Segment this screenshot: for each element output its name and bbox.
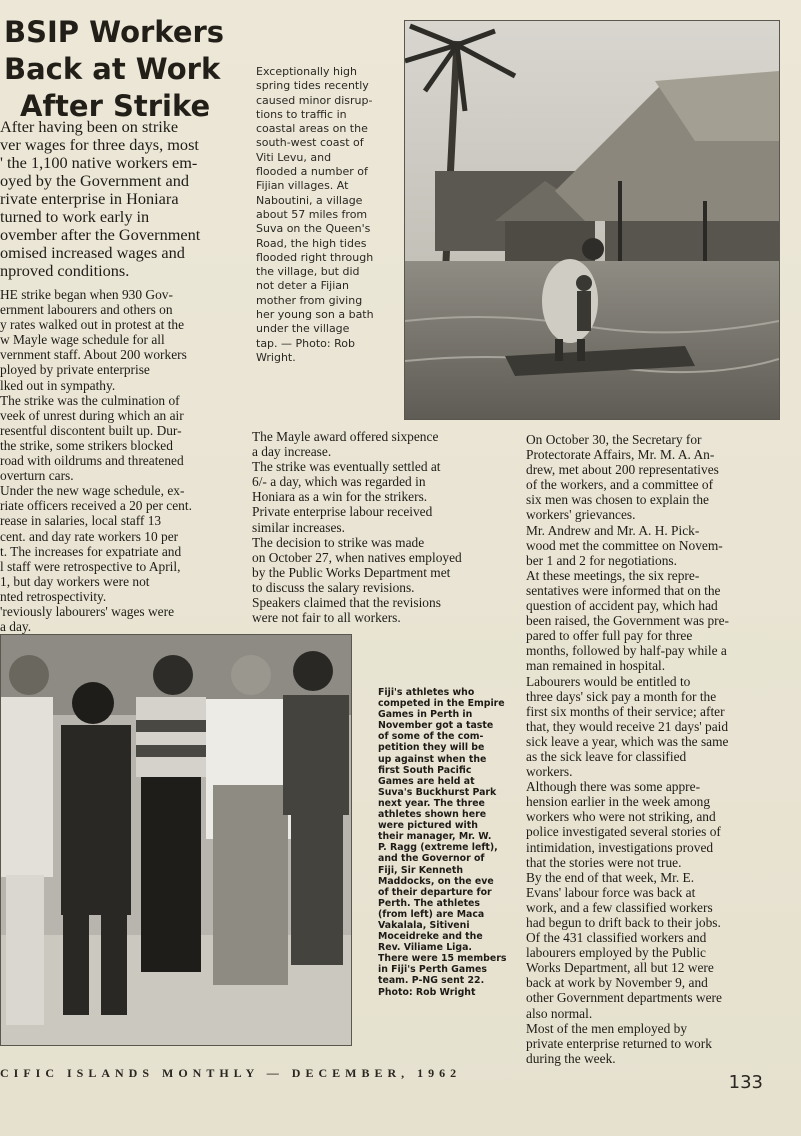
text-line: Wright. bbox=[256, 350, 296, 364]
text-line: also normal. bbox=[526, 1005, 593, 1021]
text-line: first six months of their service; after bbox=[526, 703, 725, 719]
text-line: ver wages for three days, most bbox=[0, 135, 199, 154]
text-line: ployed by private enterprise bbox=[0, 362, 150, 378]
text-line: team. P-NG sent 22. bbox=[378, 975, 485, 987]
text-line: ber 1 and 2 for negotiations. bbox=[526, 552, 677, 568]
text-line: Most of the men employed by bbox=[526, 1020, 688, 1036]
text-line: nted retrospectivity. bbox=[0, 588, 107, 604]
text-line: road with oildrums and threatened bbox=[0, 453, 184, 469]
text-line: in Fiji's Perth Games bbox=[378, 964, 487, 976]
text-line: At these meetings, the six repre- bbox=[526, 567, 700, 583]
text-line: man remained in hospital. bbox=[526, 658, 666, 674]
intro-paragraph bbox=[0, 118, 240, 280]
athletes-photo bbox=[0, 634, 352, 1046]
article-column-3 bbox=[526, 432, 778, 1066]
text-line: Private enterprise labour received bbox=[252, 504, 433, 520]
text-line: to discuss the salary revisions. bbox=[252, 579, 415, 595]
text-line: tap. — Photo: Rob bbox=[256, 336, 355, 350]
text-line: had begun to drift back to their jobs. bbox=[526, 915, 721, 930]
headline-line: After Strike bbox=[20, 89, 211, 123]
text-line: wood met the committee on Novem- bbox=[526, 537, 723, 553]
text-line: that the stories were not true. bbox=[526, 854, 682, 870]
text-line: Photo: Rob Wright bbox=[378, 986, 476, 998]
text-line: The strike was the culmination of bbox=[0, 392, 180, 408]
text-line: as the sick leave for classified bbox=[526, 748, 687, 764]
text-line: petition they will be bbox=[378, 742, 485, 754]
text-line: ' the 1,100 native workers em- bbox=[0, 153, 198, 172]
text-line: tions to traffic in bbox=[256, 107, 347, 121]
text-line: athletes shown here bbox=[378, 809, 487, 821]
text-line: cent. and day rate workers 10 per bbox=[0, 528, 179, 544]
text-line: Evans' labour force was back at bbox=[526, 884, 696, 900]
headline-line: Back at Work bbox=[4, 52, 221, 86]
text-line: other Government departments were bbox=[526, 990, 722, 1006]
text-line: workers who were not striking, and bbox=[526, 809, 716, 825]
text-line: Suva's Buckhurst Park bbox=[378, 786, 497, 798]
text-line: Labourers would be entitled to bbox=[526, 673, 691, 689]
article-column-2 bbox=[252, 429, 507, 625]
text-line: On October 30, the Secretary for bbox=[526, 432, 702, 447]
text-line: The decision to strike was made bbox=[252, 534, 425, 550]
text-line: coastal areas on the bbox=[256, 122, 368, 136]
text-line: the strike, some strikers blocked bbox=[0, 437, 173, 453]
text-line: of some of the com- bbox=[378, 731, 484, 743]
text-line: HE strike began when 930 Gov- bbox=[0, 287, 173, 302]
text-line: overturn cars. bbox=[0, 468, 74, 484]
text-line: were pictured with bbox=[378, 820, 478, 832]
text-line: private enterprise returned to work bbox=[526, 1035, 712, 1051]
text-line: oyed by the Government and bbox=[0, 171, 189, 190]
text-line: Speakers claimed that the revisions bbox=[252, 595, 441, 611]
text-line: rivate enterprise in Honiara bbox=[0, 189, 179, 208]
text-line: Maddocks, on the eve bbox=[378, 875, 494, 887]
text-line: that, they would receive 21 days' paid bbox=[526, 718, 729, 734]
text-line: intimidation, investigations proved bbox=[526, 839, 714, 855]
text-line: Fiji's athletes who bbox=[378, 687, 475, 698]
text-line: After having been on strike bbox=[0, 117, 179, 136]
running-footer: CIFIC ISLANDS MONTHLY — DECEMBER, 1962 bbox=[0, 1066, 462, 1080]
text-line: flooded a number of bbox=[256, 165, 368, 179]
text-line: workers. bbox=[526, 764, 573, 780]
text-line: Exceptionally high bbox=[256, 65, 357, 78]
text-line: ernment labourers and others on bbox=[0, 302, 173, 318]
text-line: Works Department, all but 12 were bbox=[526, 960, 714, 976]
text-line: Of the 431 classified workers and bbox=[526, 930, 707, 946]
text-line: Road, the high tides bbox=[256, 236, 367, 250]
text-line: Vakalala, Sitiveni bbox=[378, 919, 470, 931]
text-line: about 57 miles from bbox=[256, 207, 368, 221]
headline bbox=[4, 14, 244, 125]
text-line: t. The increases for expatriate and bbox=[0, 543, 182, 559]
text-line: nproved conditions. bbox=[0, 261, 130, 280]
text-line: (from left) are Maca bbox=[378, 908, 485, 920]
text-line: three days' sick pay a month for the bbox=[526, 688, 717, 704]
text-line: riate officers received a 20 per cent. bbox=[0, 498, 192, 514]
text-line: south-west coast of bbox=[256, 136, 364, 150]
text-line: Naboutini, a village bbox=[256, 193, 363, 207]
text-line: Honiara as a win for the strikers. bbox=[252, 489, 428, 505]
text-line: 1, but day workers were not bbox=[0, 573, 150, 589]
text-line: There were 15 members bbox=[378, 953, 507, 965]
text-line: been raised, the Government was pre- bbox=[526, 613, 730, 629]
text-line: spring tides recently bbox=[256, 79, 369, 93]
athletes-image bbox=[1, 635, 351, 1045]
text-line: Under the new wage schedule, ex- bbox=[0, 483, 185, 499]
text-line: Rev. Viliame Liga. bbox=[378, 942, 472, 954]
text-line: 6/- a day, which was regarded in bbox=[252, 474, 426, 490]
text-line: 'reviously labourers' wages were bbox=[0, 603, 175, 619]
text-line: similar increases. bbox=[252, 519, 345, 535]
text-line: Fijian villages. At bbox=[256, 179, 349, 193]
text-line: pared to offer full pay for three bbox=[526, 628, 693, 644]
text-line: The strike was eventually settled at bbox=[252, 459, 441, 475]
text-line: drew, met about 200 representatives bbox=[526, 462, 719, 478]
text-line: Protectorate Affairs, Mr. M. A. An- bbox=[526, 447, 715, 463]
text-line: workers' grievances. bbox=[526, 507, 636, 523]
text-line: sentatives were informed that on the bbox=[526, 582, 721, 598]
text-line: Fiji, Sir Kenneth bbox=[378, 864, 464, 876]
text-line: first South Pacific bbox=[378, 764, 472, 776]
text-line: resentful discontent built up. Dur- bbox=[0, 422, 182, 438]
text-line: November got a taste bbox=[378, 720, 494, 732]
text-line: their manager, Mr. W. bbox=[378, 831, 492, 843]
text-line: the village, but did bbox=[256, 265, 360, 279]
page-number: 133 bbox=[728, 1072, 763, 1093]
flooded-village-photo bbox=[404, 20, 780, 420]
text-line: on October 27, when natives employed bbox=[252, 549, 462, 565]
athletes-photo-caption bbox=[378, 687, 507, 998]
flooded-village-image bbox=[405, 21, 779, 419]
text-line: By the end of that week, Mr. E. bbox=[526, 869, 695, 885]
text-line: police investigated several stories of bbox=[526, 824, 721, 840]
text-line: of the workers, and a committee of bbox=[526, 477, 714, 493]
text-line: competed in the Empire bbox=[378, 698, 505, 710]
text-line: question of accident pay, which had bbox=[526, 598, 718, 614]
text-line: Although there was some appre- bbox=[526, 779, 701, 795]
text-line: caused minor disrup- bbox=[256, 93, 373, 107]
text-line: Suva on the Queen's bbox=[256, 222, 371, 236]
text-line: back at work by November 9, and bbox=[526, 975, 708, 991]
text-line: l staff were retrospective to April, bbox=[0, 558, 181, 574]
text-line: rease in salaries, local staff 13 bbox=[0, 513, 162, 529]
text-line: sick leave a year, which was the same bbox=[526, 733, 729, 749]
text-line: omised increased wages and bbox=[0, 243, 185, 262]
text-line: Viti Levu, and bbox=[256, 150, 332, 164]
text-line: up against when the bbox=[378, 753, 487, 765]
text-line: Mr. Andrew and Mr. A. H. Pick- bbox=[526, 522, 700, 538]
text-line: of their departure for bbox=[378, 886, 492, 898]
text-line: her young son a bath bbox=[256, 308, 374, 322]
text-line: vernment staff. About 200 workers bbox=[0, 347, 187, 363]
text-line: mother from giving bbox=[256, 293, 363, 307]
text-line: labourers employed by the Public bbox=[526, 945, 706, 961]
text-line: w Mayle wage schedule for all bbox=[0, 332, 165, 348]
text-line: during the week. bbox=[526, 1050, 616, 1066]
text-line: by the Public Works Department met bbox=[252, 564, 451, 580]
text-line: hension earlier in the week among bbox=[526, 794, 711, 810]
text-line: The Mayle award offered sixpence bbox=[252, 429, 439, 444]
text-line: Perth. The athletes bbox=[378, 897, 480, 909]
text-line: P. Ragg (extreme left), bbox=[378, 842, 498, 854]
text-line: a day. bbox=[0, 619, 32, 635]
article-column-1 bbox=[0, 287, 240, 634]
text-line: Games are held at bbox=[378, 775, 475, 787]
text-line: under the village bbox=[256, 322, 350, 336]
text-line: and the Governor of bbox=[378, 853, 485, 865]
text-line: lked out in sympathy. bbox=[0, 377, 116, 393]
text-line: Games in Perth in bbox=[378, 709, 473, 721]
text-line: work, and a few classified workers bbox=[526, 899, 713, 915]
text-line: turned to work early in bbox=[0, 207, 150, 226]
text-line: next year. The three bbox=[378, 797, 485, 809]
text-line: not deter a Fijian bbox=[256, 279, 350, 293]
tide-photo-caption bbox=[256, 65, 396, 365]
text-line: six men was chosen to explain the bbox=[526, 492, 709, 508]
text-line: Moceidreke and the bbox=[378, 931, 483, 943]
text-line: y rates walked out in protest at the bbox=[0, 317, 185, 333]
text-line: months, followed by half-pay while a bbox=[526, 643, 727, 659]
headline-line: BSIP Workers bbox=[4, 15, 225, 49]
text-line: veek of unrest during which an air bbox=[0, 407, 184, 423]
text-line: a day increase. bbox=[252, 444, 332, 460]
text-line: ovember after the Government bbox=[0, 225, 201, 244]
text-line: flooded right through bbox=[256, 250, 374, 264]
text-line: were not fair to all workers. bbox=[252, 610, 401, 626]
